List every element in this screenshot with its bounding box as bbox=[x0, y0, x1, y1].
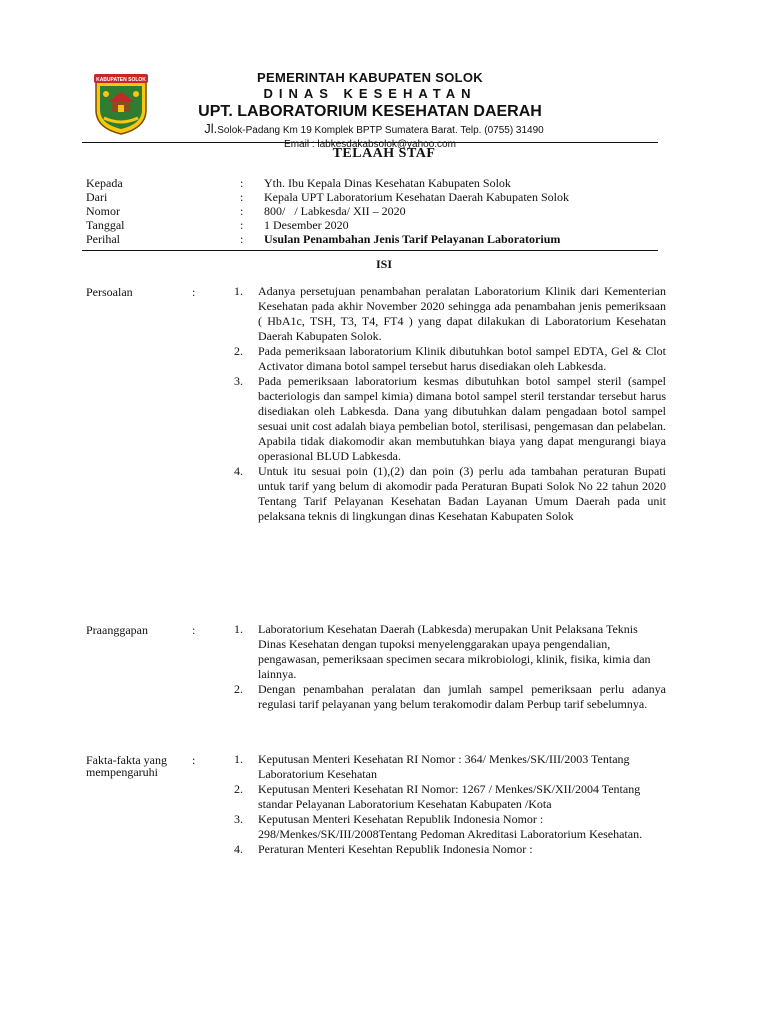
tanggal-label: Tanggal bbox=[86, 218, 125, 232]
item-text: Dengan penambahan peralatan dan jumlah sampel pemeriksaan perlu adanya regulasi tarif pelayanan yang belum terakomodir dalam Perbup tarif sebelumnya. bbox=[258, 682, 666, 711]
item-number: 2. bbox=[234, 682, 243, 696]
nomor-colon: : bbox=[240, 204, 244, 218]
item-text: Keputusan Menteri Kesehatan Republik Indonesia Nomor : 298/Menkes/SK/III/2008Tentang Pedoman Akreditasi Laboratorium Kesehatan. bbox=[258, 812, 643, 841]
list-item bbox=[234, 812, 666, 842]
perihal-value: Usulan Penambahan Jenis Tarif Pelayanan Laboratorium bbox=[264, 232, 561, 246]
address-text: Solok-Padang Km 19 Komplek BPTP Sumatera Barat. Telp. (0755) 31490 bbox=[217, 125, 544, 136]
item-text: Keputusan Menteri Kesehatan RI Nomor : 364/ Menkes/SK/III/2003 Tentang Laboratorium Kesehatan bbox=[258, 752, 630, 781]
item-text: Keputusan Menteri Kesehatan RI Nomor: 1267 / Menkes/SK/XII/2004 Tentang standar Pelayanan Laboratorium Kesehatan Kabupaten /Kota bbox=[258, 782, 641, 811]
item-text: Untuk itu sesuai poin (1),(2) dan poin (3) perlu ada tambahan peraturan Bupati untuk tarif yang belum di akomodir pada Peraturan Bupati Solok No 22 tahun 2020 Tentang Tarif Pelayanan Kesehatan Badan Layanan Umum Daerah pada unit pelaksana teknis di lingkungan dinas Kesehatan Kabupaten Solok bbox=[258, 464, 666, 523]
item-number: 1. bbox=[234, 622, 243, 636]
letterhead-government: PEMERINTAH KABUPATEN SOLOK bbox=[257, 70, 483, 85]
item-number: 3. bbox=[234, 812, 243, 826]
fakta-label: Fakta-fakta yang mempengaruhi bbox=[86, 753, 167, 779]
persoalan-colon: : bbox=[192, 285, 196, 299]
isi-heading: ISI bbox=[375, 257, 392, 271]
emblem-lettering: KABUPATEN SOLOK bbox=[96, 77, 146, 83]
list-item bbox=[234, 782, 666, 812]
item-number: 4. bbox=[234, 842, 243, 856]
item-text: Pada pemeriksaan laboratorium Klinik dibutuhkan botol sampel EDTA, Gel & Clot Activator dimana botol sampel tersebut harus disediakan oleh Labkesda. bbox=[258, 344, 666, 373]
item-text: Adanya persetujuan penambahan peralatan Laboratorium Klinik dari Kementerian Kesehatan pada akhir November 2020 sehingga ada penambahan jenis pemeriksaan ( HbA1c, TSH, T3, T4, FT4 ) yang dapat dilakukan di Laboratorium Kesehatan Daerah Kabupaten Solok. bbox=[258, 284, 666, 343]
item-text: Peraturan Menteri Kesehtan Republik Indonesia Nomor : bbox=[258, 842, 533, 856]
list-item bbox=[234, 464, 666, 524]
dari-value: Kepala UPT Laboratorium Kesehatan Daerah Kabupaten Solok bbox=[264, 190, 570, 204]
tanggal-colon: : bbox=[240, 218, 244, 232]
list-item bbox=[234, 842, 666, 857]
item-number: 2. bbox=[234, 344, 243, 358]
nomor-value: 800/ / Labkesda/ XII – 2020 bbox=[264, 204, 406, 218]
letterhead-department: DINAS KESEHATAN bbox=[263, 86, 477, 101]
kepada-value: Yth. Ibu Kepala Dinas Kesehatan Kabupaten Solok bbox=[264, 176, 511, 190]
letterhead-email: Email : labkesdakabsolok@yahoo.com bbox=[284, 139, 456, 150]
perihal-label: Perihal bbox=[86, 232, 120, 246]
persoalan-list bbox=[234, 284, 666, 524]
persoalan-label: Persoalan bbox=[86, 285, 133, 299]
fakta-list bbox=[234, 752, 666, 857]
item-text: Laboratorium Kesehatan Daerah (Labkesda) merupakan Unit Pelaksana Teknis Dinas Kesehatan dengan tupoksi menyelenggarakan upaya pengendalian, pengawasan, pemeriksaan specimen secara mikrobiologi, klinik, fisika, kimia dan lainnya. bbox=[258, 622, 651, 681]
perihal-colon: : bbox=[240, 232, 244, 246]
fakta-colon: : bbox=[192, 753, 196, 767]
nomor-label: Nomor bbox=[86, 204, 120, 218]
item-number: 1. bbox=[234, 284, 243, 298]
letterhead-institution: UPT. LABORATORIUM KESEHATAN DAERAH bbox=[198, 103, 542, 120]
praanggapan-label: Praanggapan bbox=[86, 623, 148, 637]
dari-label: Dari bbox=[86, 190, 108, 204]
letterhead-address bbox=[88, 122, 660, 138]
item-number: 4. bbox=[234, 464, 243, 478]
list-item bbox=[234, 374, 666, 464]
letterhead bbox=[160, 70, 660, 151]
list-item bbox=[234, 284, 666, 344]
dari-colon: : bbox=[240, 190, 244, 204]
tanggal-value: 1 Desember 2020 bbox=[264, 218, 349, 232]
letterhead-divider bbox=[82, 142, 658, 143]
list-item bbox=[234, 682, 666, 712]
item-number: 2. bbox=[234, 782, 243, 796]
header-divider bbox=[82, 250, 658, 251]
item-number: 1. bbox=[234, 752, 243, 766]
kepada-colon: : bbox=[240, 176, 244, 190]
praanggapan-colon: : bbox=[192, 623, 196, 637]
list-item bbox=[234, 344, 666, 374]
document-title: TELAAH STAF bbox=[332, 146, 436, 161]
list-item bbox=[234, 752, 666, 782]
item-number: 3. bbox=[234, 374, 243, 388]
item-text: Pada pemeriksaan laboratorium kesmas dibutuhkan botol sampel steril (sampel bacteriologis dan sampel kimia) dimana botol sampel steril terstandar tersebut harus disediakan oleh Labkesda. Dana yang dibutuhkan dalam pengadaan botol sampel sesuai unit cost adalah biaya pembelian botol, sterilisasi, pengemasan dan pelabelan. Apabila tidak diakomodir akan membutuhkan biaya yang dapat mengurangi biaya operasional BLUD Labkesda. bbox=[258, 374, 666, 463]
kepada-label: Kepada bbox=[86, 176, 123, 190]
list-item bbox=[234, 622, 666, 682]
praanggapan-list bbox=[234, 622, 666, 712]
address-prefix: Jl. bbox=[204, 121, 218, 136]
